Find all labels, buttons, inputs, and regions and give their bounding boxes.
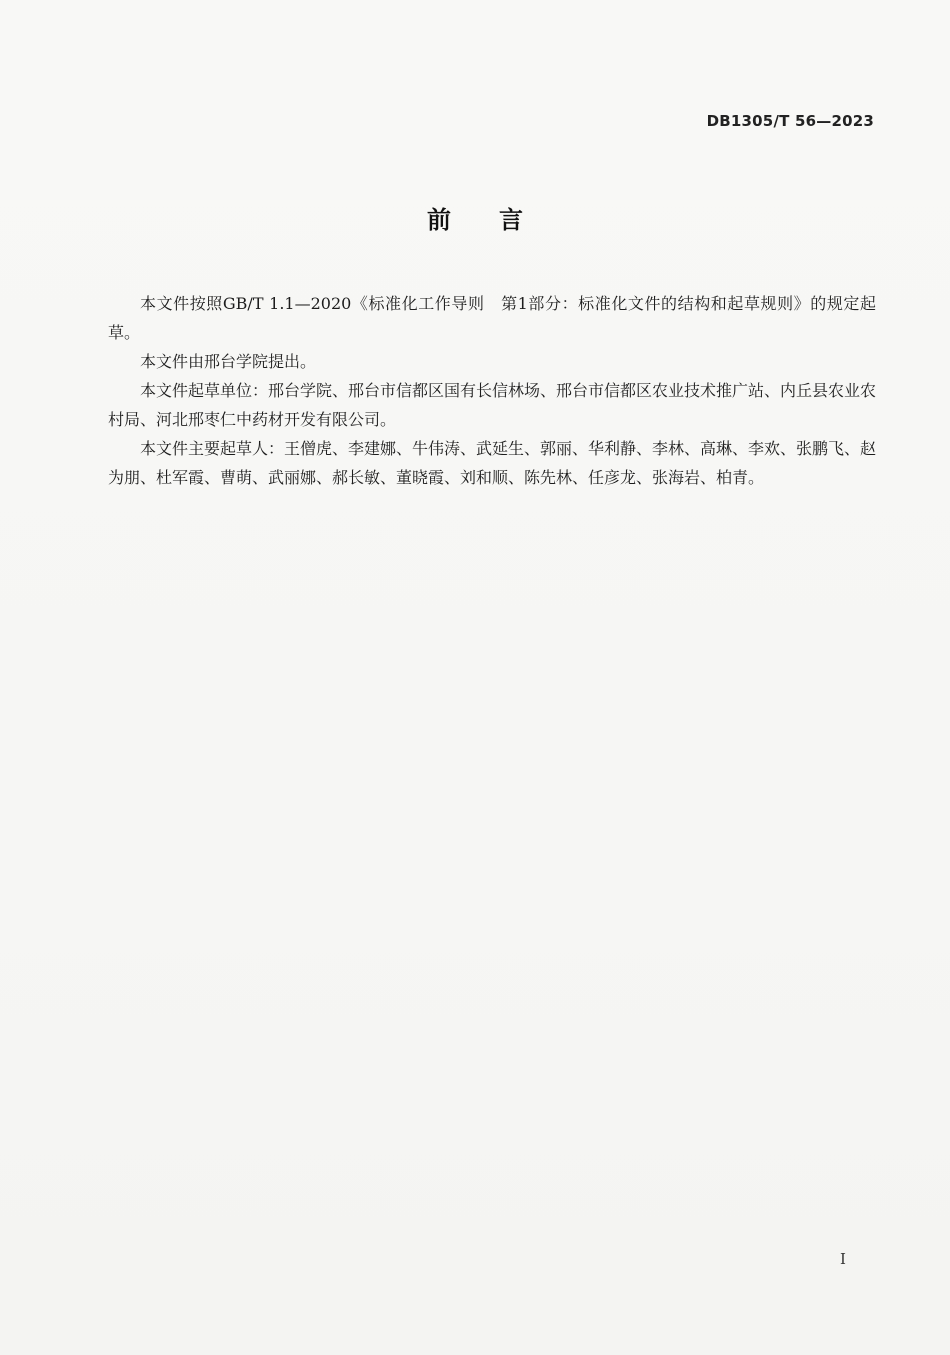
page-number: I <box>840 1250 846 1268</box>
section-title: 前言 <box>427 206 571 234</box>
paragraph-drafting-rules: 本文件按照GB/T 1.1—2020《标准化工作导则 第1部分：标准化文件的结构和起草规则》的规定起草。 <box>108 294 876 342</box>
foreword-body <box>108 289 876 492</box>
document-number: DB1305/T 56—2023 <box>706 112 874 130</box>
paragraph-drafters: 本文件主要起草人：王僧虎、李建娜、牛伟涛、武延生、郭丽、华利静、李林、高琳、李欢、张鹏飞、赵为朋、杜军霞、曹萌、武丽娜、郝长敏、董晓霞、刘和顺、陈先林、任彦龙、张海岩、柏青。 <box>108 439 877 487</box>
paragraph-drafting-units: 本文件起草单位：邢台学院、邢台市信都区国有长信林场、邢台市信都区农业技术推广站、内丘县农业农村局、河北邢枣仁中药材开发有限公司。 <box>108 381 877 429</box>
paragraph-proposer: 本文件由邢台学院提出。 <box>140 352 317 371</box>
